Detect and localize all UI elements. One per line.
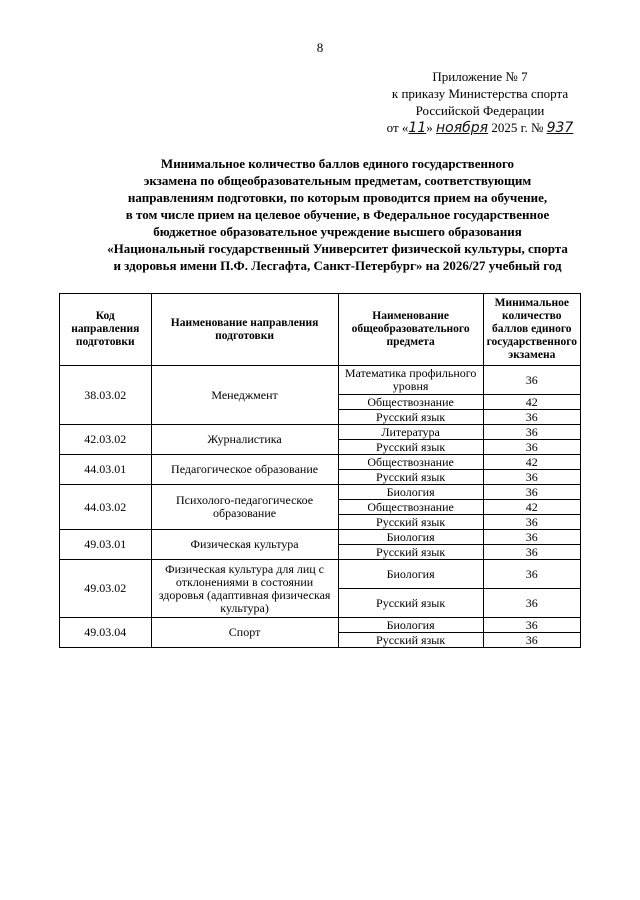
direction-code: 42.03.02	[60, 425, 152, 455]
title-line: и здоровья имени П.Ф. Лесгафта, Санкт-Петербург» на 2026/27 учебный год	[113, 258, 562, 273]
min-score: 42	[483, 455, 580, 470]
appendix-order-ref: к приказу Министерства спорта	[391, 86, 569, 101]
direction-code: 49.03.02	[60, 560, 152, 618]
direction-name: Спорт	[151, 618, 338, 648]
title-line: бюджетное образовательное учреждение высшего образования	[153, 224, 522, 239]
table-row	[60, 455, 581, 470]
table-row	[60, 618, 581, 633]
title-line: Минимальное количество баллов единого государственного	[160, 156, 515, 171]
appendix-ministry: Российской Федерации	[415, 103, 545, 118]
direction-name: Физическая культура для лиц с отклонениями в состоянии здоровья (адаптивная физическая культура)	[151, 560, 338, 618]
appendix-header	[340, 68, 620, 137]
direction-code: 44.03.01	[60, 455, 152, 485]
subject-name: Обществознание	[338, 455, 483, 470]
min-score: 36	[483, 530, 580, 545]
scores-table	[59, 293, 581, 648]
direction-code: 49.03.01	[60, 530, 152, 560]
header-subject: Наименование общеобразовательного предмета	[338, 294, 483, 366]
appendix-title: Приложение № 7	[432, 69, 528, 84]
header-min-score: Минимальное количество баллов единого государственного экзамена	[483, 294, 580, 366]
direction-name: Педагогическое образование	[151, 455, 338, 485]
subject-name: Русский язык	[338, 440, 483, 455]
subject-name: Обществознание	[338, 500, 483, 515]
direction-code: 49.03.04	[60, 618, 152, 648]
table-row	[60, 560, 581, 589]
min-score: 36	[483, 425, 580, 440]
direction-name: Журналистика	[151, 425, 338, 455]
min-score: 36	[483, 545, 580, 560]
min-score: 36	[483, 560, 580, 589]
subject-name: Биология	[338, 618, 483, 633]
page-number: 8	[316, 40, 324, 55]
min-score: 36	[483, 515, 580, 530]
table-row	[60, 530, 581, 545]
direction-code: 38.03.02	[60, 366, 152, 425]
subject-name: Русский язык	[338, 633, 483, 648]
subject-name: Литература	[338, 425, 483, 440]
min-score: 36	[483, 470, 580, 485]
table-row	[60, 366, 581, 395]
subject-name: Математика профильного уровня	[338, 366, 483, 395]
subject-name: Русский язык	[338, 589, 483, 618]
table-row	[60, 425, 581, 440]
min-score: 36	[483, 366, 580, 395]
min-score: 42	[483, 500, 580, 515]
min-score: 36	[483, 633, 580, 648]
title-line: в том числе прием на целевое обучение, в Федеральное государственное	[125, 207, 550, 222]
order-mid: »	[426, 120, 433, 135]
header-code: Код направления подготовки	[60, 294, 152, 366]
direction-name: Менеджмент	[151, 366, 338, 425]
order-day-handwritten: 11	[408, 120, 427, 136]
order-month-handwritten: ноября	[435, 120, 489, 136]
direction-name: Психолого-педагогическое образование	[151, 485, 338, 530]
direction-name: Физическая культура	[151, 530, 338, 560]
title-line: направлениям подготовки, по которым проводится прием на обучение,	[127, 190, 548, 205]
title-line: экзамена по общеобразовательным предметам, соответствующим	[143, 173, 532, 188]
document-title	[60, 155, 615, 274]
min-score: 36	[483, 410, 580, 425]
min-score: 42	[483, 395, 580, 410]
direction-code: 44.03.02	[60, 485, 152, 530]
subject-name: Русский язык	[338, 515, 483, 530]
table-row	[60, 485, 581, 500]
min-score: 36	[483, 485, 580, 500]
table-header-row	[60, 294, 581, 366]
subject-name: Биология	[338, 560, 483, 589]
order-prefix: от «	[386, 120, 409, 135]
subject-name: Русский язык	[338, 470, 483, 485]
min-score: 36	[483, 589, 580, 618]
order-date-line	[340, 119, 620, 137]
header-direction: Наименование направления подготовки	[151, 294, 338, 366]
order-year: 2025 г. №	[491, 120, 544, 135]
subject-name: Биология	[338, 530, 483, 545]
title-line: «Национальный государственный Университет физической культуры, спорта	[107, 241, 568, 256]
min-score: 36	[483, 618, 580, 633]
min-score: 36	[483, 440, 580, 455]
subject-name: Русский язык	[338, 545, 483, 560]
subject-name: Русский язык	[338, 410, 483, 425]
subject-name: Биология	[338, 485, 483, 500]
subject-name: Обществознание	[338, 395, 483, 410]
order-number-handwritten: 937	[546, 120, 574, 136]
